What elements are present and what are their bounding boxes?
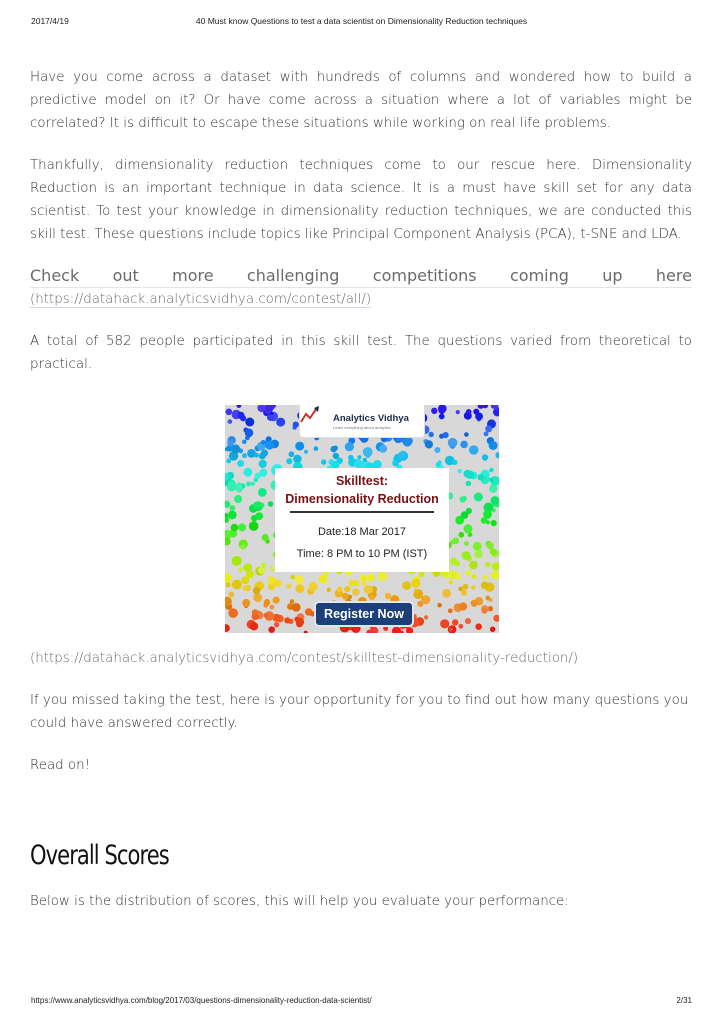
background-dot — [309, 582, 318, 591]
background-dot — [361, 576, 367, 582]
dimensionality-paragraph: Thankfully, dimensionality reduction techniques come to our rescue here. Dimensionality Reduction is an important technique in data science. It is a must have skill set for any data scientist. To test your knowledge in dimensionality reduction techniques, we are conducted this skill test. These questions include topics like Principal Component Analysis (PCA), t-SNE and LDA. — [30, 158, 692, 242]
background-dot — [402, 581, 411, 590]
background-dot — [425, 440, 433, 448]
background-dot — [275, 580, 282, 587]
background-dot — [241, 576, 249, 584]
background-dot — [448, 438, 458, 448]
background-dot — [245, 418, 254, 427]
skilltest-banner-image[interactable] — [225, 405, 499, 633]
background-dot — [458, 532, 464, 538]
background-dot — [490, 548, 497, 555]
background-dot — [267, 414, 274, 421]
background-dot — [250, 622, 258, 630]
background-dot — [491, 520, 497, 526]
background-dot — [225, 501, 230, 508]
background-dot — [265, 539, 270, 544]
link-word: out — [112, 266, 139, 285]
background-dot — [352, 588, 359, 595]
background-dot — [349, 580, 356, 587]
background-dot — [460, 441, 468, 449]
background-dot — [442, 589, 451, 598]
background-dot — [429, 432, 434, 437]
background-dot — [424, 615, 428, 619]
background-dot — [284, 617, 290, 623]
background-dot — [348, 455, 353, 460]
background-dot — [227, 440, 233, 446]
print-header-title: 40 Must know Questions to test a data scientist on Dimensionality Reduction techniques — [195, 16, 528, 26]
background-dot — [367, 574, 375, 582]
background-dot — [227, 481, 237, 491]
background-dot — [465, 618, 471, 624]
background-dot — [260, 469, 268, 477]
link-word: coming — [509, 266, 569, 285]
background-dot — [337, 587, 343, 593]
background-dot — [487, 542, 494, 549]
skilltest-link[interactable] — [30, 647, 692, 670]
background-dot — [449, 627, 453, 631]
background-dot — [261, 450, 268, 457]
background-dot — [489, 441, 498, 450]
logo-tagline: Learn everything about analytics — [333, 425, 391, 430]
background-dot — [452, 537, 459, 544]
background-dot — [261, 563, 266, 568]
background-dot — [225, 624, 230, 632]
background-dot — [364, 585, 373, 594]
background-dot — [474, 493, 483, 502]
background-dot — [475, 623, 482, 630]
background-dot — [473, 542, 482, 551]
background-dot — [229, 592, 235, 598]
background-dot — [483, 575, 488, 580]
background-dot — [452, 460, 458, 466]
background-dot — [253, 502, 260, 509]
background-dot — [296, 618, 304, 626]
link-word: Check — [30, 266, 80, 285]
intro-paragraph: Have you come across a dataset with hundreds of columns and wondered how to build a predictive model on it? Or have come across a situation where a lot of variables might be correlated? It is difficult to escape these situations while working on real life problems. — [30, 70, 692, 131]
background-dot — [464, 541, 469, 546]
background-dot — [345, 442, 354, 451]
background-dot — [268, 626, 275, 633]
background-dot — [276, 418, 285, 427]
background-dot — [414, 589, 419, 594]
background-dot — [327, 588, 331, 592]
background-dot — [261, 440, 266, 445]
background-dot — [290, 599, 295, 604]
background-dot — [242, 586, 247, 591]
background-dot — [234, 495, 242, 503]
background-dot — [225, 573, 232, 583]
background-dot — [452, 619, 458, 625]
growth-arrow-icon — [300, 405, 320, 425]
background-dot — [455, 561, 460, 566]
background-dot — [225, 517, 229, 523]
background-dot — [458, 587, 463, 592]
competitions-link-url[interactable]: (https://datahack.analyticsvidhya.com/contest/all/) — [30, 292, 372, 307]
link-word: more — [172, 266, 214, 285]
background-dot — [484, 432, 489, 437]
background-dot — [398, 451, 405, 458]
background-dot — [493, 615, 499, 622]
skilltest-title-line1: Skilltest: — [335, 474, 389, 488]
background-dot — [462, 551, 471, 560]
background-dot — [466, 409, 472, 415]
background-dot — [245, 429, 254, 438]
background-dot — [481, 517, 488, 524]
background-dot — [259, 460, 267, 468]
background-dot — [265, 440, 274, 449]
background-dot — [232, 580, 242, 590]
background-dot — [273, 597, 280, 604]
background-dot — [478, 405, 485, 409]
background-dot — [304, 631, 308, 633]
background-dot — [461, 511, 469, 519]
read-on-text: Read on! — [30, 758, 90, 773]
background-dot — [471, 600, 478, 607]
logo-name: Analytics Vidhya — [333, 413, 409, 424]
background-dot — [344, 586, 350, 592]
competitions-link[interactable] — [30, 265, 692, 311]
background-dot — [440, 619, 449, 628]
background-dot — [319, 575, 328, 584]
background-dot — [249, 521, 259, 531]
background-dot — [458, 469, 463, 474]
background-dot — [289, 451, 295, 457]
background-dot — [379, 445, 387, 453]
background-dot — [485, 596, 490, 601]
background-dot — [469, 445, 479, 455]
background-dot — [333, 446, 338, 451]
background-dot — [292, 603, 301, 612]
background-dot — [252, 609, 258, 615]
background-dot — [439, 414, 445, 420]
background-dot — [268, 501, 273, 506]
background-dot — [253, 587, 260, 594]
background-dot — [238, 567, 243, 572]
skilltest-title-line2: Dimensionality Reduction — [285, 492, 439, 506]
skilltest-time: Time: 8 PM to 10 PM (IST) — [296, 548, 428, 560]
missed-test-paragraph: If you missed taking the test, here is your opportunity for you to find out how many questions you could have answered correctly. — [30, 693, 689, 731]
background-dot — [475, 413, 483, 421]
link-word: up — [602, 266, 623, 285]
background-dot — [491, 496, 500, 505]
background-dot — [363, 458, 367, 462]
background-dot — [287, 584, 292, 589]
background-dot — [466, 481, 471, 486]
background-dot — [472, 574, 477, 579]
background-dot — [242, 440, 247, 445]
background-dot — [251, 482, 255, 486]
background-dot — [419, 572, 425, 578]
background-dot — [385, 593, 391, 599]
background-dot — [421, 595, 430, 604]
background-dot — [243, 468, 252, 477]
background-dot — [481, 582, 489, 590]
background-dot — [226, 582, 231, 587]
page-number: 2/31 — [676, 996, 692, 1005]
background-dot — [295, 584, 304, 593]
background-dot — [459, 624, 464, 629]
background-dot — [357, 455, 361, 459]
background-dot — [242, 599, 250, 607]
background-dot — [403, 438, 412, 447]
background-dot — [229, 505, 235, 511]
scores-intro-paragraph: Below is the distribution of scores, this will help you evaluate your performance: — [30, 894, 569, 909]
background-dot — [295, 575, 304, 584]
skilltest-link-url[interactable]: (https://datahack.analyticsvidhya.com/contest/skilltest-dimensionality-reduction/) — [30, 651, 579, 666]
background-dot — [485, 425, 492, 432]
background-dot — [495, 452, 499, 458]
background-dot — [293, 422, 299, 428]
background-dot — [449, 580, 453, 584]
background-dot — [243, 563, 252, 572]
background-dot — [437, 603, 442, 608]
background-dot — [362, 581, 367, 586]
background-dot — [237, 405, 242, 408]
link-word: competitions — [372, 266, 477, 285]
background-dot — [465, 570, 471, 576]
background-dot — [492, 562, 499, 570]
skilltest-card — [275, 468, 449, 572]
background-dot — [474, 550, 483, 559]
background-dot — [260, 503, 265, 508]
background-dot — [228, 511, 237, 520]
background-dot — [270, 566, 275, 571]
skilltest-date: Date:18 Mar 2017 — [317, 526, 407, 538]
background-dot — [482, 608, 488, 614]
background-dot — [491, 570, 499, 579]
background-dot — [469, 561, 478, 570]
background-dot — [228, 419, 233, 424]
background-dot — [363, 447, 373, 457]
background-dot — [269, 605, 274, 610]
background-dot — [231, 524, 239, 532]
analytics-vidhya-logo — [299, 405, 425, 438]
card-divider — [290, 511, 434, 513]
background-dot — [464, 432, 469, 437]
background-dot — [477, 474, 483, 480]
background-dot — [489, 485, 497, 493]
print-footer-url: https://www.analyticsvidhya.com/blog/2017/03/questions-dimensionality-reduction-data-scientist/ — [31, 996, 372, 1005]
background-dot — [254, 453, 259, 458]
link-word: challenging — [246, 266, 340, 285]
background-dot — [459, 602, 467, 610]
background-dot — [246, 482, 251, 487]
background-dot — [237, 460, 244, 467]
background-dot — [378, 572, 387, 581]
competitions-link-text[interactable] — [30, 265, 692, 288]
background-dot — [290, 575, 295, 580]
background-dot — [411, 579, 420, 588]
background-dot — [443, 432, 449, 438]
background-dot — [448, 608, 453, 613]
section-heading: Overall Scores — [30, 840, 169, 871]
background-dot — [489, 468, 494, 473]
background-dot — [321, 459, 326, 464]
background-dot — [482, 454, 488, 460]
background-dot — [485, 562, 490, 567]
background-dot — [236, 482, 242, 488]
background-dot — [274, 622, 279, 627]
background-dot — [286, 458, 292, 464]
background-dot — [490, 627, 496, 633]
background-dot — [264, 613, 268, 617]
print-date: 2017/4/19 — [31, 16, 69, 26]
background-dot — [456, 410, 460, 414]
background-dot — [238, 523, 246, 531]
background-dot — [471, 585, 475, 589]
background-dot — [434, 447, 440, 453]
background-dot — [466, 471, 474, 479]
background-dot — [464, 524, 473, 533]
background-dot — [258, 488, 267, 497]
background-dot — [314, 446, 319, 451]
background-dot — [226, 409, 233, 416]
background-dot — [263, 603, 268, 608]
background-dot — [253, 593, 262, 602]
background-dot — [295, 442, 304, 451]
background-dot — [304, 450, 308, 454]
background-dot — [436, 463, 441, 468]
register-now-button[interactable]: Register Now — [314, 601, 414, 627]
background-dot — [348, 595, 352, 599]
background-dot — [240, 544, 246, 550]
participants-paragraph: A total of 582 people participated in this skill test. The questions varied from theoretical to practical. — [30, 334, 692, 372]
background-dot — [489, 478, 493, 482]
background-dot — [255, 512, 263, 520]
background-dot — [463, 584, 469, 590]
background-dot — [369, 595, 375, 601]
article-body — [30, 66, 692, 913]
background-dot — [237, 412, 244, 419]
background-dot — [228, 608, 238, 618]
background-dot — [462, 496, 467, 501]
background-dot — [242, 453, 247, 458]
background-dot — [431, 408, 437, 414]
background-dot — [232, 556, 242, 566]
link-word: here — [655, 266, 692, 285]
